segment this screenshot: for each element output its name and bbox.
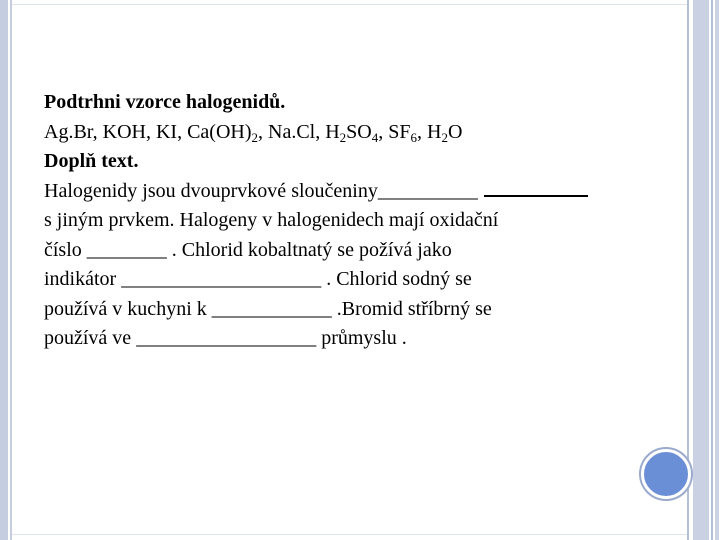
paragraph-line-5: používá v kuchyni k ____________ .Bromid stříbrný se: [44, 297, 492, 320]
formula-text: , H: [417, 120, 442, 143]
rail-band: [693, 0, 709, 540]
formula-list: [44, 118, 684, 148]
formula-text: O: [447, 120, 463, 143]
subscript: 2: [441, 129, 448, 145]
formula-text: SO: [346, 120, 372, 143]
subscript: 2: [251, 129, 258, 145]
task-subtitle: Doplň text.: [44, 150, 139, 172]
subscript: 6: [410, 129, 417, 145]
formula-text: , Na.Cl, H: [258, 120, 340, 143]
formula-text: , SF: [378, 120, 411, 143]
rail-line: [687, 0, 689, 540]
paragraph-line-2: s jiným prvkem. Halogeny v halogenidech mají oxidační: [44, 209, 499, 231]
paragraph-line-4: indikátor ____________________ . Chlorid sodný se: [44, 268, 472, 290]
right-border-rail: [687, 0, 719, 540]
left-border-stripe: [0, 0, 8, 540]
rail-band: [715, 0, 719, 540]
bottom-border-line: [12, 534, 687, 535]
subscript: 4: [371, 129, 379, 145]
blank-underline: [484, 179, 588, 197]
paragraph-line-3: číslo ________ . Chlorid kobaltnatý se požívá jako: [44, 238, 452, 261]
task-title: Podtrhni vzorce halogenidů.: [44, 91, 286, 113]
top-border-line: [12, 4, 687, 5]
rail-line: [711, 0, 713, 540]
paragraph-line-1: [44, 177, 684, 207]
left-border-line: [10, 0, 12, 540]
formula-text: Ag.Br, KOH, KI, Ca(OH): [44, 120, 252, 143]
paragraph-text: Halogenidy jsou dvouprvkové sloučeniny__________: [44, 179, 478, 202]
slide-content: [44, 88, 684, 354]
decorative-circle: [641, 449, 691, 499]
subscript: 2: [339, 129, 347, 145]
paragraph-line-6: používá ve __________________ průmyslu .: [44, 327, 407, 349]
